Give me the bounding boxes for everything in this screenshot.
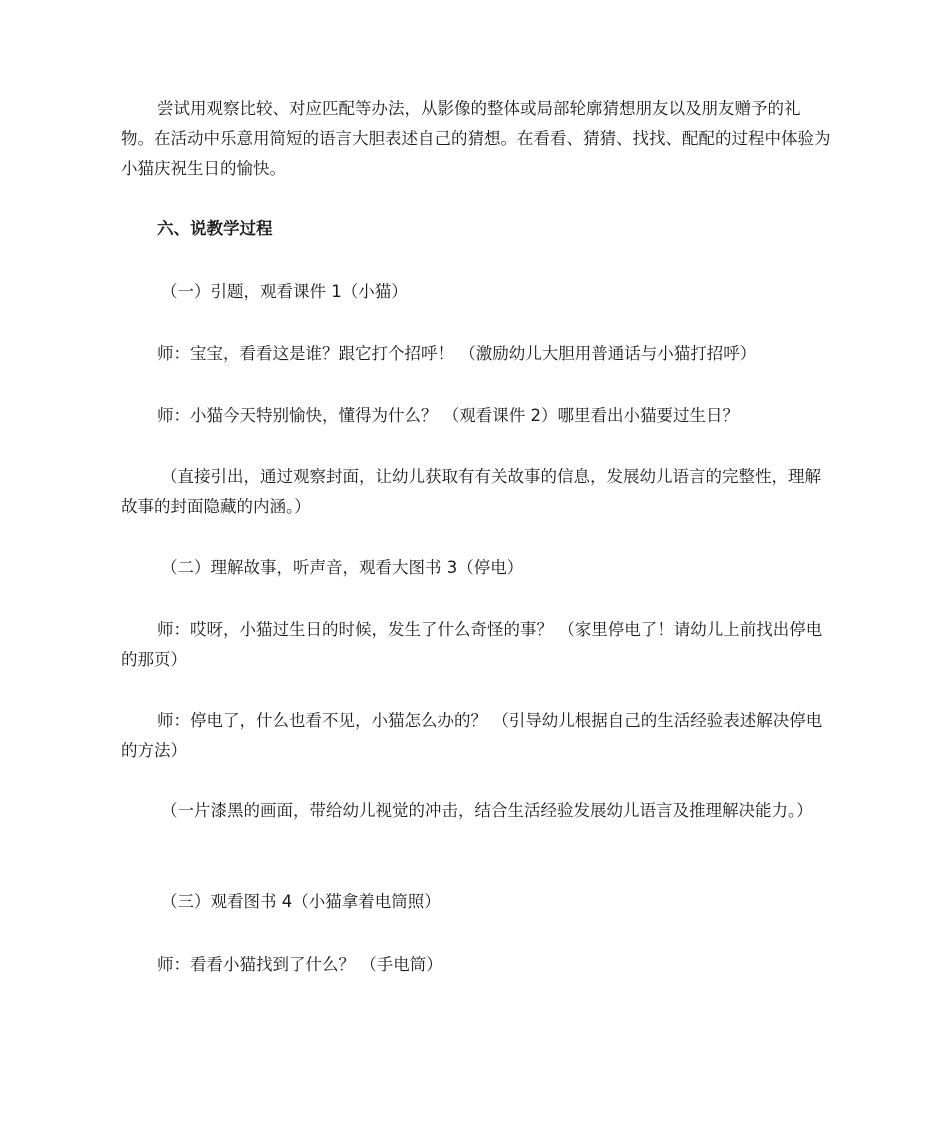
paragraph-goal: 尝试用观察比较、对应匹配等办法，从影像的整体或局部轮廓猜想朋友以及朋友赠予的礼物。在活动中乐意用简短的语言大胆表述自己的猜想。在看看、猜猜、找找、配配的过程中体验为小猫庆祝生日的愉快。 — [121, 99, 831, 178]
paragraph-teacher-5: 师：看看小猫找到了什么？ （手电筒） — [157, 955, 443, 974]
paragraph-note-2: （一片漆黑的画面，带给幼儿视觉的冲击，结合生活经验发展幼儿语言及推理解决能力。） — [161, 801, 813, 820]
subsection-1-heading: （一）引题，观看课件 1（小猫） — [161, 282, 408, 301]
paragraph-teacher-3: 师：哎呀，小猫过生日的时候，发生了什么奇怪的事？ （家里停电了！请幼儿上前找出停电的那页） — [121, 620, 823, 669]
subsection-3-heading: （三）观看图书 4（小猫拿着电筒照） — [161, 892, 441, 911]
section-heading: 六、说教学过程 — [157, 219, 273, 238]
paragraph-note-1: （直接引出，通过观察封面，让幼儿获取有有关故事的信息，发展幼儿语言的完整性，理解故事的封面隐藏的内涵。） — [121, 467, 821, 516]
subsection-2-heading: （二）理解故事，听声音，观看大图书 3（停电） — [161, 558, 524, 577]
paragraph-teacher-1: 师：宝宝，看看这是谁？跟它打个招呼！ （激励幼儿大胆用普通话与小猫打招呼） — [157, 344, 757, 363]
paragraph-teacher-4: 师：停电了，什么也看不见，小猫怎么办的？ （引导幼儿根据自己的生活经验表述解决停电的方法） — [121, 711, 823, 760]
paragraph-teacher-2: 师：小猫今天特别愉快，懂得为什么？ （观看课件 2）哪里看出小猫要过生日？ — [157, 406, 739, 425]
